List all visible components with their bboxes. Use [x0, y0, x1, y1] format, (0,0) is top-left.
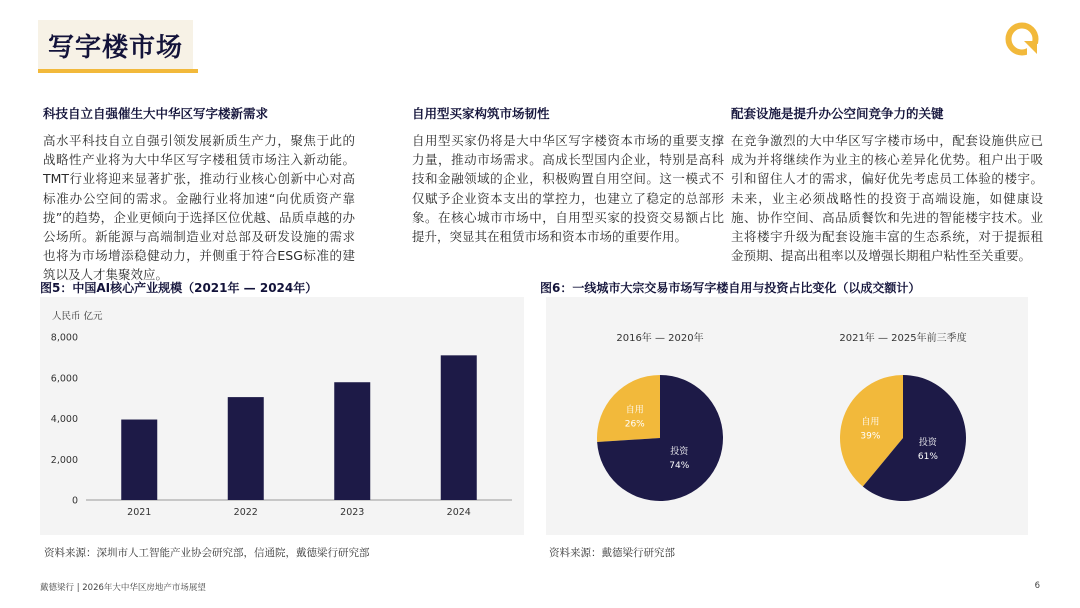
y-tick-label: 0 [71, 495, 78, 507]
pie-title: 2016年 — 2020年 [616, 333, 704, 344]
column-owner-occupier [412, 104, 724, 246]
bar-2023 [334, 382, 370, 500]
pie-slice-value: 61% [917, 451, 938, 462]
column-body: 在竞争激烈的大中华区写字楼市场中，配套设施供应已成为并将继续作为业主的核心差异化优势。租户出于吸引和留住人才的需求，偏好优先考虑员工体验的楼宇。未来，业主必须战略性的投资于高端设施，如健康设施、协作空间、高品质餐饮和先进的智能楼宇技术。业主将楼宇升级为配套设施丰富的生态系统，对于提振租金预期、提高出租率以及增强长期租户粘性至关重要。 [731, 133, 1043, 264]
figure5-title: 图5：中国AI核心产业规模（2021年 — 2024年） [40, 281, 318, 295]
x-tick-label: 2023 [340, 507, 365, 518]
pie-slice-label: 投资 [918, 437, 937, 448]
figure6-source: 资料来源：戴德梁行研究部 [549, 547, 675, 559]
figure5-chart-panel [40, 297, 524, 535]
column-tech [43, 104, 355, 285]
bar-2021 [121, 420, 157, 500]
page-title: 写字楼市场 [48, 32, 184, 63]
brand-q-logo-icon [1003, 20, 1043, 60]
pie-slice-value: 39% [860, 431, 881, 442]
bar-2022 [228, 397, 264, 500]
column-heading: 自用型买家构筑市场韧性 [412, 106, 550, 121]
pie-slice-label: 投资 [670, 447, 689, 458]
page-number: 6 [1034, 581, 1040, 591]
y-tick-label: 8,000 [50, 332, 78, 344]
x-tick-label: 2022 [233, 507, 258, 518]
x-tick-label: 2021 [127, 507, 152, 518]
pie-slice-value: 74% [669, 461, 690, 472]
pie-slice-label: 自用 [625, 405, 644, 416]
ai-industry-bar-chart [40, 297, 524, 535]
footer-report-name: 戴德梁行 | 2026年大中华区房地产市场展望 [40, 583, 206, 593]
pie-slice-value: 26% [624, 419, 645, 430]
x-tick-label: 2024 [446, 507, 471, 518]
page-title-box [38, 20, 193, 70]
pie-slice-label: 自用 [861, 417, 880, 428]
y-tick-label: 4,000 [50, 414, 78, 425]
column-body: 自用型买家仍将是大中华区写字楼资本市场的重要支撑力量，推动市场需求。高成长型国内企业，特别是高科技和金融领域的企业，积极购置自用空间。这一模式不仅赋予企业资本支出的掌控力，也建立了稳定的总部形象。在核心城市市场中，自用型买家的投资交易额占比提升，突显其在租赁市场和资本市场的重要作用。 [412, 133, 724, 245]
column-body: 高水平科技自立自强引领发展新质生产力，聚焦于此的战略性产业将为大中华区写字楼租赁市场注入新动能。TMT行业将迎来显著扩张，推动行业核心创新中心对高标准办公空间的需求。金融行业将加速“向优质资产靠拢”的趋势，企业更倾向于选择区位优越、品质卓越的办公场所。新能源与高端制造业对总部及研发设施的需求也将为市场增添稳健动力，并侧重于符合ESG标准的建筑以及人才集聚效应。 [43, 133, 355, 283]
column-amenities [731, 104, 1043, 265]
column-heading: 配套设施是提升办公空间竞争力的关键 [731, 106, 944, 121]
column-heading: 科技自立自强催生大中华区写字楼新需求 [43, 106, 269, 121]
pie-title: 2021年 — 2025年前三季度 [839, 333, 967, 344]
bar-2024 [441, 355, 477, 500]
figure6-chart-panel [546, 297, 1028, 535]
figure5-source: 资料来源：深圳市人工智能产业协会研究部，信通院，戴德梁行研究部 [44, 547, 370, 559]
figure6-title: 图6：一线城市大宗交易市场写字楼自用与投资占比变化（以成交额计） [540, 281, 921, 295]
y-unit-label: 人民币 亿元 [52, 311, 103, 322]
y-tick-label: 2,000 [50, 454, 78, 466]
owner-investor-pie-charts [546, 297, 1028, 535]
title-underline [38, 69, 198, 73]
y-tick-label: 6,000 [50, 373, 78, 385]
